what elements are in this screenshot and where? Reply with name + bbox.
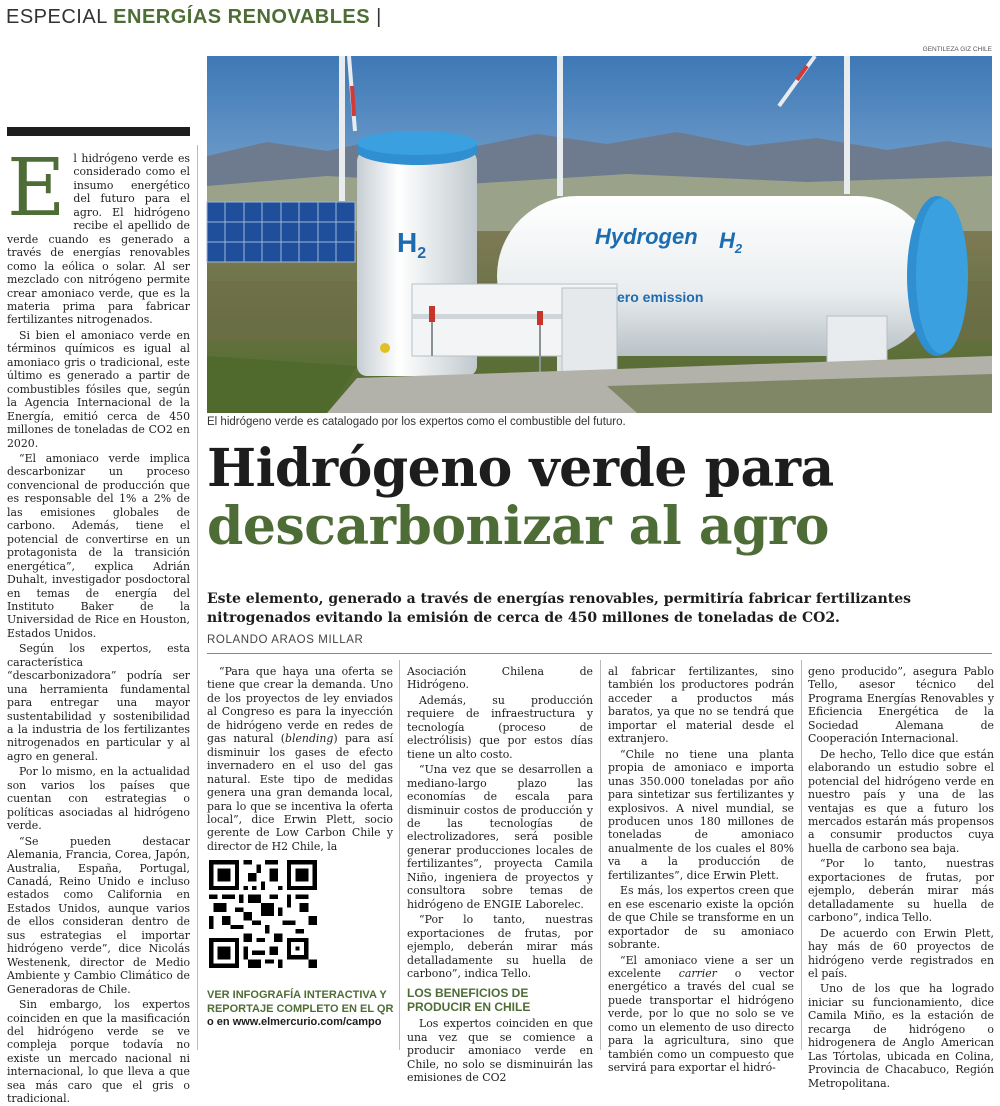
column-top-rule [7,127,190,136]
hydrogen-plant-illustration [207,56,992,413]
byline-rule [207,653,992,654]
paragraph: De acuerdo con Erwin Plett, hay más de 60 proyectos de hidrógeno verde registrados en el país. [808,926,994,980]
italic-term: blending [285,732,334,746]
paragraph: “Chile no tiene una planta propia de amoniaco e importa unas 350.000 toneladas por año para sintetizar sus fertilizantes y explosivos. A nivel mundial, se producen unos 180 millones de toneladas de amoniaco anualmente de los cuales el 80% va a la producción de fertilizantes”, dice Erwin Plett. [608,747,794,882]
paragraph: “El amoniaco verde implica descarbonizar un proceso convencional de producción que es responsable del 1% a 2% de las emisiones globales de carbono. Además, tiene el potencial de convertirse en un protagonista de la transición energética”, explica Adrián Duhalt, investigador posdoctoral en temas de energía del Instituto Baker de la Universidad de Rice en Houston, Estados Unidos. [7,451,190,640]
paragraph [207,665,393,853]
paragraph: Además, su producción requiere de infraestructura y tecnología (proceso de electrólisis) que por estos días tiene un alto costo. [407,693,593,761]
tank-small-sub-label: 2 [417,245,427,262]
paragraph: De hecho, Tello dice que están elaborando un estudio sobre el potencial del hidrógeno verde en nuestro país y una de las ventajas es que a futuro los mercados estarán más propensos a consumir productos cuya huella de carbono sea baja. [808,747,994,855]
tank-large-sub-label: 2 [734,241,743,256]
photo-credit: GENTILEZA GIZ CHILE [922,46,992,53]
paragraph: Por lo mismo, en la actualidad son varios los países que cuentan con estrategias o políticas asociadas al hidrógeno verde. [7,765,190,833]
paragraph: Si bien el amoniaco verde en términos químicos es igual al amoniaco gris o tradicional, este último es generado a partir de combustibles fósiles que, según la Agencia Internacional de la Energía, emitió cerca de 450 millones de toneladas de CO2 en 2020. [7,328,190,450]
paragraph: Los expertos coinciden en que una vez que se comience a producir amoniaco verde en Chile, no solo se disminuirán las emisiones de CO2 [407,1017,593,1085]
text-span: ) para así disminuir los gases de efecto invernadero en el uso del gas natural. Este tipo de medidas genera una gran demanda local, para lo que se incentiva la oferta local”, dice Erwin Plett, socio gerente de Low Carbon Chile y director de H2 Chile, la [207,732,394,853]
text-span: “Para que haya una oferta se tiene que crear la demanda. Uno de los proyectos de ley enviados al Congreso es para la inyección de hidrógeno verde en redes de gas natural ( [207,665,393,746]
column-divider [600,660,601,1050]
section-label: ESPECIAL [6,6,108,28]
paragraph: “Una vez que se desarrollen a mediano-largo plazo las economías de escala para disminuir costos de producción y de las tecnologías de electrolizadores, será posible generar producciones locales de fertilizantes”, proyecta Camila Niño, ingeniera de proyectos y consultora sobre temas de hidrógeno de ENGIE Laborelec. [407,763,593,911]
article-column-1 [7,141,190,1106]
paragraph: Uno de los que ha logrado iniciar su funcionamiento, dice Camila Miño, es la estación de recarga de hidrógeno o hidrogenera de Anglo American Las Tórtolas, ubicada en Colina, Provincia de Chacabuco, Región Metropolitana. [808,982,994,1090]
lead-text: l hidrógeno verde es considerado como el insumo energético del futuro para el agro. El hidrógeno recibe el apellido de verde cuando es generado a través de energías renovables como la eólica o solar. Al ser mezclado con nitrógeno permite crear amoniaco verde, que es la materia prima para fabricar fertilizantes nitrogenados. [7,152,190,327]
column-divider [801,660,802,1050]
tank-large-tagline: ero emission [617,289,704,305]
qr-promo-joiner: o en [207,1016,230,1028]
qr-promo-text: VER INFOGRAFÍA INTERACTIVA Y REPORTAJE COMPLETO EN EL QR [207,989,394,1015]
paragraph: geno producido”, asegura Pablo Tello, asesor técnico del Programa Energías Renovables y Eficiencia Energética de la Sociedad Alemana de Cooperación Internacional. [808,665,994,746]
qr-promo [207,989,397,1030]
paragraph: Sin embargo, los expertos coinciden en que la masificación del hidrógeno verde se ve compleja porque todavía no existe un mercado nacional ni internacional, lo que lleva a que sea más caro que el gris o tradicional. [7,998,190,1106]
text-span: o vector energético a través del cual se puede transportar el hidrógeno verde, por lo que no solo se ve como un elemento de uso directo para la agricultura, sino que también como un compuesto que servirá para exportar el hidró- [608,966,794,1075]
paragraph: “Por lo tanto, nuestras exportaciones de frutas, por ejemplo, deberán mirar más detalladamente su huella de carbono”, indica Tello. [808,857,994,925]
column-divider [399,660,400,1050]
tank-large-hydrogen-label: Hydrogen [595,224,698,249]
article-column-2 [207,665,393,855]
section-header [6,6,382,29]
headline-line-2: descarbonizar al agro [207,496,829,557]
lead-paragraph [7,141,190,327]
paragraph: Asociación Chilena de Hidrógeno. [407,665,593,692]
paragraph: “Se pueden destacar Alemania, Francia, Corea, Japón, Australia, España, Portugal, Canadá, Reino Unido e incluso estados como California en Estados Unidos, aunque varios de ellos consideran dentro de sus estrategias el importar hidrógeno verde”, dice Nicolás Westenenk, director de Medio Ambiente y Cambio Climático de Generadoras de Chile. [7,834,190,996]
column-divider [197,145,198,1050]
qr-code[interactable] [209,860,317,968]
article-column-4 [608,665,794,1075]
paragraph: Según los expertos, esta característica “descarbonizadora” podría ser una herramienta fundamental para entregar una mayor sustentabilidad y sostenibilidad a la industria de los fertilizantes nitrogenados en particular y al agro en general. [7,642,190,763]
headline-line-1: Hidrógeno verde para [207,438,834,499]
paragraph: “Por lo tanto, nuestras exportaciones de frutas, por ejemplo, deberán mirar más detalladamente su huella de carbono”, indica Tello. [407,913,593,980]
byline: ROLANDO ARAOS MILLAR [207,634,364,646]
article-column-3 [407,665,593,1085]
italic-term: carrier [678,966,717,980]
tank-small-h-label: H [397,227,418,258]
paragraph: al fabricar fertilizantes, sino también los productores podrán acceder a productos más baratos, ya que no se tendrá que importar el material desde el extranjero. [608,665,794,746]
drop-cap: E [7,141,66,234]
subsection-label: ENERGÍAS RENOVABLES [113,6,371,28]
headline [207,440,997,556]
article-column-5 [808,665,994,1090]
paragraph: Es más, los expertos creen que en ese escenario existe la opción de que Chile se transforme en un exportador de su amoniaco sobrante. [608,884,794,952]
qr-promo-url[interactable]: www.elmercurio.com/campo [232,1016,382,1028]
subheading: LOS BENEFICIOS DE PRODUCIR EN CHILE [407,986,531,1015]
deck: Este elemento, generado a través de energías renovables, permitiría fabricar fertilizantes nitrogenados evitando la emisión de cerca de 450 millones de toneladas de CO2. [207,591,912,626]
paragraph [608,954,794,1075]
tank-large-h-label: H [719,228,735,253]
hero-photo [207,56,992,413]
photo-caption: El hidrógeno verde es catalogado por los expertos como el combustible del futuro. [207,416,626,428]
text-span: “El amoniaco viene a ser un excelente [608,953,794,980]
header-divider: | [376,6,382,28]
